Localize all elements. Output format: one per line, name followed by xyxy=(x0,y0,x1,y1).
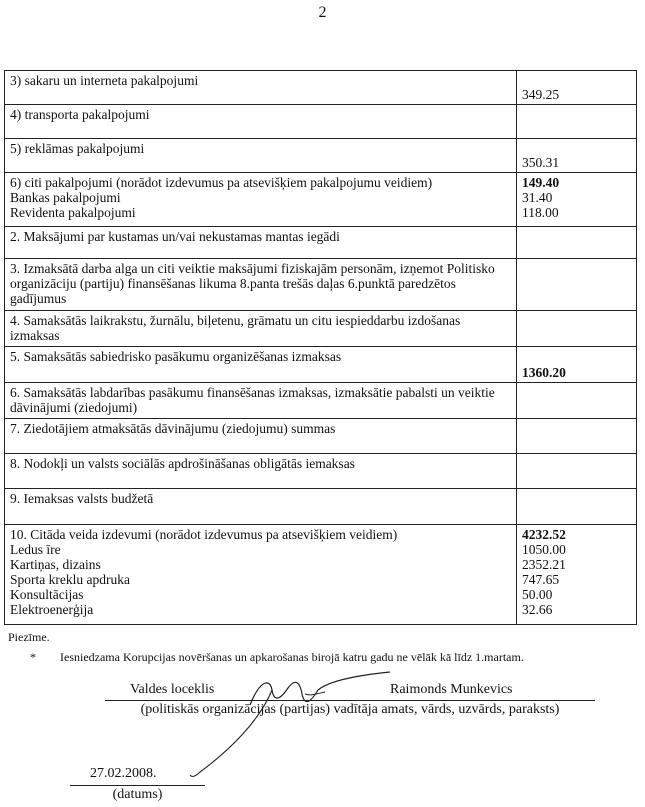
row-label: 5) reklāmas pakalpojumi xyxy=(5,139,517,173)
note-text: Iesniedzama Korupcijas novēršanas un apkarošanas birojā katru gadu ne vēlāk kā līdz 1.martam. xyxy=(60,650,524,664)
table-row xyxy=(5,383,637,419)
row-label: 7. Ziedotājiem atmaksātās dāvinājumu (ziedojumu) summas xyxy=(5,419,517,454)
row-value: 4232.52 xyxy=(522,527,566,542)
sub-label: Ledus īre xyxy=(10,542,61,557)
row-value xyxy=(517,383,637,419)
row-label: 6) citi pakalpojumi (norādot izdevumus pa atsevišķiem pakalpojumu veidiem) xyxy=(10,175,433,190)
note-star: * xyxy=(30,650,36,664)
row-value xyxy=(517,227,637,259)
table-row xyxy=(5,311,637,347)
signatory-name: Raimonds Munkevics xyxy=(390,682,513,697)
row-label: 4) transporta pakalpojumi xyxy=(5,105,517,139)
row-value xyxy=(517,454,637,489)
page-number: 2 xyxy=(318,4,327,21)
expenses-table xyxy=(4,70,637,625)
table-row xyxy=(5,71,637,105)
note-title: Piezīme. xyxy=(8,630,50,644)
sub-label: Elektroenerģija xyxy=(10,602,94,617)
date-caption: (datums) xyxy=(112,787,163,802)
row-label-group xyxy=(5,525,517,625)
table-row xyxy=(5,454,637,489)
row-label: 6. Samaksātās labdarības pasākumu finansēšanas izmaksas, izmaksātie pabalsti un veiktie dāvinājumi (ziedojumi) xyxy=(5,383,517,419)
sub-label: Kartiņas, dizains xyxy=(10,557,101,572)
table-row xyxy=(5,227,637,259)
sub-value: 50.00 xyxy=(522,587,553,602)
table-row xyxy=(5,525,637,625)
row-label-group xyxy=(5,173,517,227)
signature-caption: (politiskās organizācijas (partijas) vadītāja amats, vārds, uzvārds, paraksts) xyxy=(140,702,560,717)
row-value: 350.31 xyxy=(517,139,637,173)
table-row xyxy=(5,347,637,383)
sub-label: Bankas pakalpojumi xyxy=(10,190,121,205)
row-value: 349.25 xyxy=(517,71,637,105)
row-label: 10. Citāda veida izdevumi (norādot izdevumus pa atsevišķiem veidiem) xyxy=(10,527,398,542)
sub-label: Konsultācijas xyxy=(10,587,84,602)
date-value: 27.02.2008. xyxy=(90,766,157,781)
row-value xyxy=(517,419,637,454)
sub-value: 31.40 xyxy=(522,190,553,205)
table-row xyxy=(5,419,637,454)
sub-label: Sporta kreklu apdruka xyxy=(10,572,130,587)
handwritten-signature xyxy=(160,660,420,780)
sub-label: Revidenta pakalpojumi xyxy=(10,205,136,220)
row-label: 5. Samaksātās sabiedrisko pasākumu organizēšanas izmaksas xyxy=(5,347,517,383)
row-value xyxy=(517,489,637,525)
row-label: 3) sakaru un interneta pakalpojumi xyxy=(5,71,517,105)
table-row xyxy=(5,489,637,525)
sub-value: 118.00 xyxy=(522,205,559,220)
row-label: 3. Izmaksātā darba alga un citi veiktie maksājumi fiziskajām personām, izņemot Politisko organizāciju (partiju) finansēšanas likuma 8.panta trešās daļas 6.punktā paredzētos gadījumus xyxy=(5,259,517,311)
row-value xyxy=(517,259,637,311)
sub-value: 2352.21 xyxy=(522,557,566,572)
row-value-group xyxy=(517,173,637,227)
date-line xyxy=(70,785,205,786)
row-label: 9. Iemaksas valsts budžetā xyxy=(5,489,517,525)
table-row xyxy=(5,259,637,311)
table-row xyxy=(5,105,637,139)
row-value: 149.40 xyxy=(522,175,560,190)
signatory-role: Valdes loceklis xyxy=(130,682,215,697)
row-label: 8. Nodokļi un valsts sociālās apdrošināšanas obligātās iemaksas xyxy=(5,454,517,489)
table-row xyxy=(5,139,637,173)
sub-value: 32.66 xyxy=(522,602,553,617)
table-row xyxy=(5,173,637,227)
row-value xyxy=(517,105,637,139)
row-label: 4. Samaksātās laikrakstu, žurnālu, biļetenu, grāmatu un citu iespieddarbu izdošanas izmaksas xyxy=(5,311,517,347)
row-value-group xyxy=(517,525,637,625)
row-value xyxy=(517,311,637,347)
sub-value: 1050.00 xyxy=(522,542,566,557)
row-label: 2. Maksājumi par kustamas un/vai nekustamas mantas iegādi xyxy=(5,227,517,259)
row-value: 1360.20 xyxy=(517,347,637,383)
sub-value: 747.65 xyxy=(522,572,560,587)
